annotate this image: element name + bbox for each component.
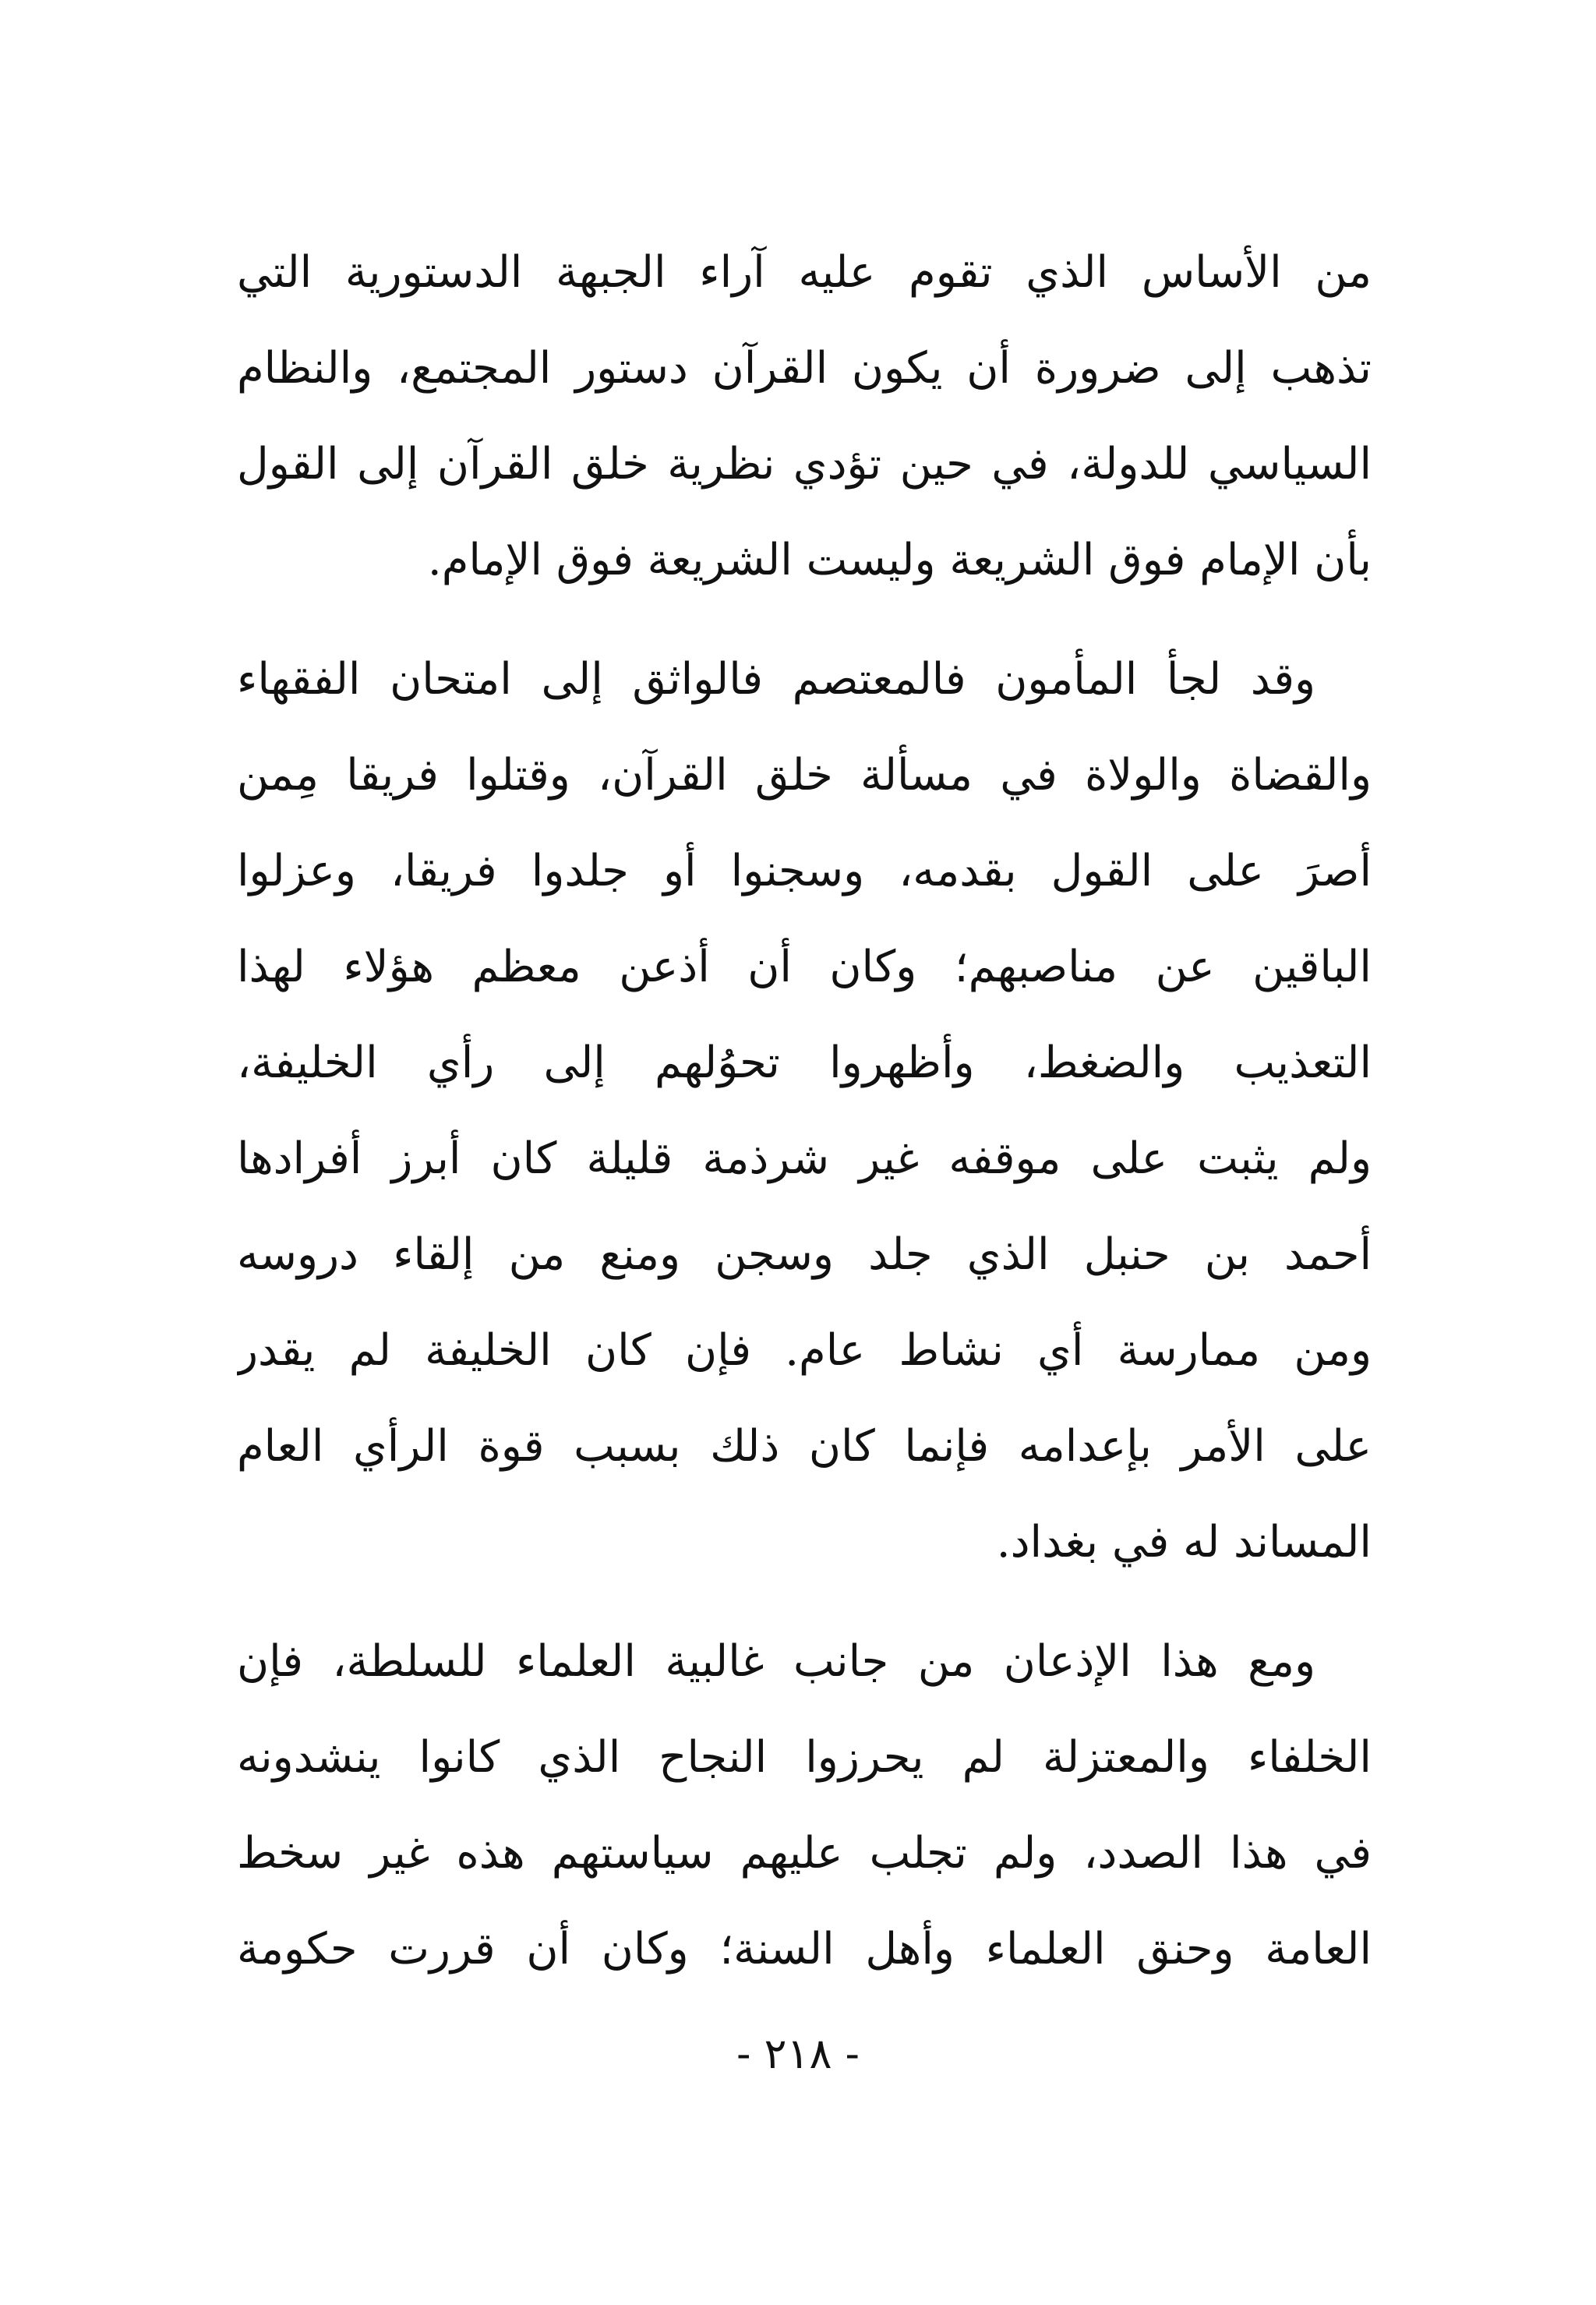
text-line: بأن الإمام فوق الشريعة وليست الشريعة فوق الإمام. xyxy=(427,535,1372,585)
text-line: ومن ممارسة أي نشاط عام. فإن كان الخليفة لم يقدر xyxy=(237,1325,1372,1376)
text-line: على الأمر بإعدامه فإنما كان ذلك بسبب قوة الرأي العام xyxy=(237,1421,1372,1472)
body-text xyxy=(237,224,1372,1997)
paragraph-gap xyxy=(237,1590,1372,1614)
text-line: من الأساس الذي تقوم عليه آراء الجبهة الدستورية التي xyxy=(237,247,1372,298)
text-line: في هذا الصدد، ولم تجلب عليهم سياستهم هذه غير سخط xyxy=(237,1828,1372,1879)
text-line: العامة وحنق العلماء وأهل السنة؛ وكان أن قررت حكومة xyxy=(237,1924,1372,1974)
text-line: السياسي للدولة، في حين تؤدي نظرية خلق القرآن إلى القول xyxy=(237,439,1372,490)
text-line: المساند له في بغداد. xyxy=(996,1517,1372,1568)
text-line: ومع هذا الإذعان من جانب غالبية العلماء للسلطة، فإن xyxy=(237,1636,1315,1687)
text-line: الباقين عن مناصبهم؛ وكان أن أذعن معظم هؤلاء لهذا xyxy=(237,942,1372,992)
text-line: ولم يثبت على موقفه غير شرذمة قليلة كان أبرز أفرادها xyxy=(237,1133,1372,1184)
text-line: التعذيب والضغط، وأظهروا تحوُلهم إلى رأي الخليفة، xyxy=(237,1038,1372,1088)
text-line: والقضاة والولاة في مسألة خلق القرآن، وقتلوا فريقا مِمن xyxy=(237,750,1372,801)
text-line: الخلفاء والمعتزلة لم يحرزوا النجاح الذي كانوا ينشدونه xyxy=(237,1732,1372,1783)
paragraph-gap xyxy=(237,608,1372,631)
text-line: أحمد بن حنبل الذي جلد وسجن ومنع من إلقاء دروسه xyxy=(237,1229,1372,1280)
text-line: وقد لجأ المأمون فالمعتصم فالواثق إلى امتحان الفقهاء xyxy=(237,654,1316,705)
page-number: - ٢١٨ - xyxy=(736,2029,860,2078)
text-line: تذهب إلى ضرورة أن يكون القرآن دستور المجتمع، والنظام xyxy=(237,343,1372,394)
text-line: أصرَ على القول بقدمه، وسجنوا أو جلدوا فريقا، وعزلوا xyxy=(237,846,1372,896)
